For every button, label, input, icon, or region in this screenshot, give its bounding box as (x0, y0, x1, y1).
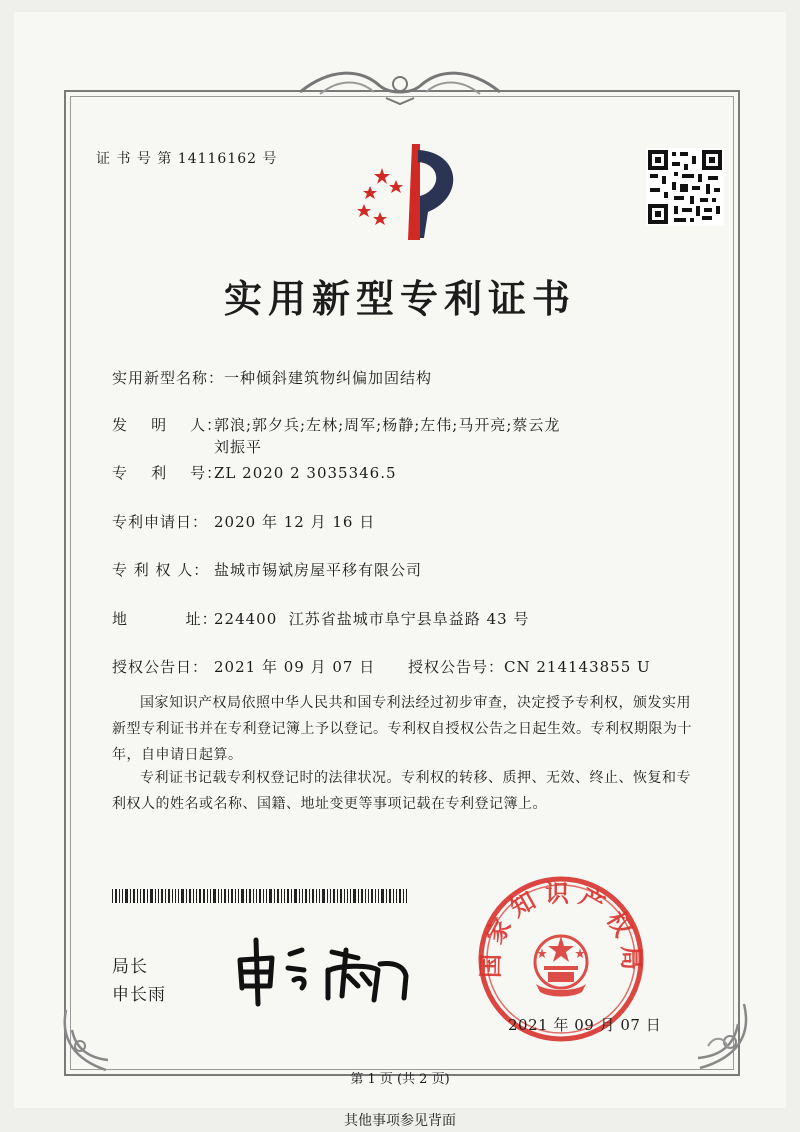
inventor-value-line2: 刘振平 (214, 438, 263, 456)
inventor-label: 发 明 人： (112, 416, 223, 434)
director-name-label: 申长雨 (112, 985, 166, 1005)
patentee-row (112, 559, 422, 580)
qr-code-icon (646, 148, 724, 226)
certificate-number: 证 书 号 第 14116162 号 (96, 151, 278, 167)
grant-date-value: 2021 年 09 月 07 日 (214, 658, 376, 676)
filing-date-row (112, 511, 375, 532)
grant-number-value: CN 214143855 U (504, 658, 651, 676)
patentee-label: 专 利 权 人： (112, 561, 210, 579)
patent-number-row (112, 462, 397, 483)
utility-model-name-value: 一种倾斜建筑物纠偏加固结构 (224, 369, 433, 387)
filing-date-value: 2020 年 12 月 16 日 (214, 513, 376, 531)
inventor-row (112, 414, 560, 435)
address-value: 224400 江苏省盐城市阜宁县阜益路 43 号 (214, 610, 530, 628)
patentee-value: 盐城市锡斌房屋平移有限公司 (214, 561, 423, 579)
patent-number-value: ZL 2020 2 3035346.5 (214, 464, 397, 482)
inventor-value: 郭浪;郭夕兵;左林;周军;杨静;左伟;马开亮;蔡云龙 (214, 416, 561, 434)
address-row (112, 608, 529, 629)
legal-paragraph-1: 国家知识产权局依照中华人民共和国专利法经过初步审查，决定授予专利权，颁发实用新型专利证书并在专利登记簿上予以登记。专利权自授权公告之日起生效。专利权期限为十年，自申请日起算。 (112, 695, 692, 763)
patent-number-label: 专 利 号： (112, 464, 223, 482)
grant-number-row (408, 656, 651, 677)
top-ornament-icon (290, 64, 510, 108)
barcode-icon (112, 889, 434, 903)
legal-paragraph-2: 专利证书记载专利权登记时的法律状况。专利权的转移、质押、无效、终止、恢复和专利权人的姓名或名称、国籍、地址变更等事项记载在专利登记簿上。 (112, 770, 691, 812)
certificate-title: 实用新型专利证书 (223, 276, 576, 321)
cnipa-logo-icon (350, 140, 470, 245)
utility-model-name-label: 实用新型名称： (112, 369, 225, 387)
director-title-label: 局长 (112, 957, 148, 977)
filing-date-label: 专利申请日： (112, 513, 209, 531)
grant-date-label: 授权公告日： (112, 658, 209, 676)
utility-model-name-row (112, 367, 432, 388)
page-indicator: 第 1 页 (共 2 页) (350, 1072, 450, 1087)
grant-number-label: 授权公告号： (408, 658, 505, 676)
back-note: 其他事项参见背面 (344, 1113, 456, 1129)
svg-text:国家知识产权局: 国家知识产权局 (476, 878, 646, 979)
grant-date-row (112, 656, 375, 677)
address-label: 地 址： (112, 610, 218, 628)
handwritten-signature (228, 930, 418, 1010)
seal-date: 2021 年 09 月 07 日 (508, 1016, 662, 1034)
